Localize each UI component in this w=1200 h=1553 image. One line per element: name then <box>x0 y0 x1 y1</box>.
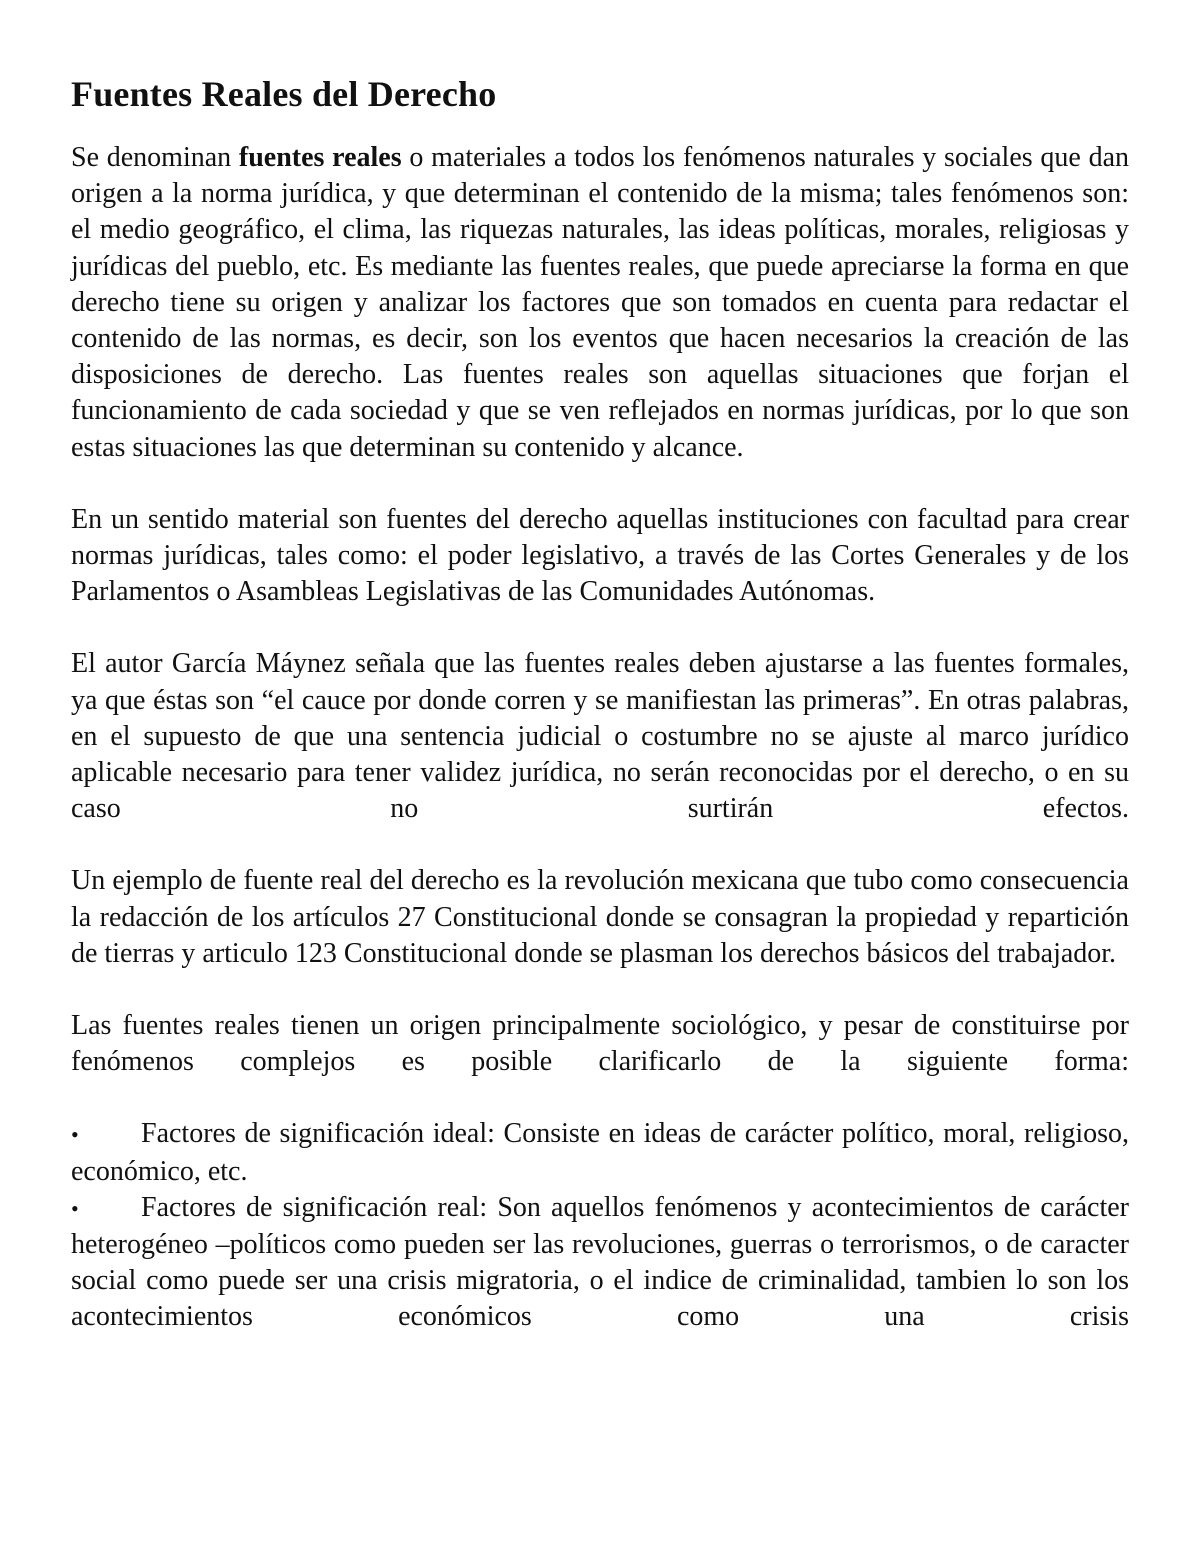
paragraph-definition-rest: o materiales a todos los fenómenos naturales y sociales que dan origen a la norma jurídica, y que determinan el contenido de la misma; tales fenómenos son: el medio geográfico, el clima, las riquezas naturales, las ideas políticas, morales, religiosas y jurídicas del pueblo, etc. Es mediante las fuentes reales, que puede apreciarse la forma en que derecho tiene su origen y analizar los factores que son tomados en cuenta para redactar el contenido de las normas, es decir, son los eventos que hacen necesarios la creación de las disposiciones de derecho. Las fuentes reales son aquellas situaciones que forjan el funcionamiento de cada sociedad y que se ven reflejados en normas jurídicas, por lo que son estas situaciones las que determinan su contenido y alcance. <box>71 142 1129 463</box>
factors-list <box>71 1116 1129 1335</box>
list-item <box>71 1116 1129 1189</box>
paragraph-material-sense: En un sentido material son fuentes del derecho aquellas instituciones con facultad para crear normas jurídicas, tales como: el poder legislativo, a través de las Cortes Generales y de los Parlamentos o Asambleas Legislativas de las Comunidades Autónomas. <box>71 503 1129 608</box>
paragraph-definition <box>71 140 1129 466</box>
paragraph-definition-lead: Se denominan <box>71 142 239 173</box>
bullet-icon: • <box>71 1122 79 1148</box>
bold-term: fuentes reales <box>238 142 402 173</box>
document-page <box>71 72 1129 1336</box>
paragraph-example: Un ejemplo de fuente real del derecho es la revolución mexicana que tubo como consecuencia la redacción de los artículos 27 Constitucional donde se consagran la propiedad y repartición de tierras y articulo 123 Constitucional donde se plasman los derechos básicos del trabajador. <box>71 865 1129 969</box>
document-title: Fuentes Reales del Derecho <box>71 74 497 114</box>
paragraph-sociological-origin: Las fuentes reales tienen un origen principalmente sociológico, y pesar de constituirse por fenómenos complejos es posible clarificarlo de la siguiente forma: <box>71 1010 1129 1078</box>
paragraph-garcia-maynez: El autor García Máynez señala que las fuentes reales deben ajustarse a las fuentes formales, ya que éstas son “el cauce por donde corren y se manifiestan las primeras”. En otras palabras, en el supuesto de que una sentencia judicial o costumbre no se ajuste al marco jurídico aplicable necesario para tener validez jurídica, no serán reconocidas por el derecho, o en su caso no surtirán efectos. <box>71 648 1129 825</box>
list-item-text: Factores de significación real: Son aquellos fenómenos y acontecimientos de carácter heterogéneo –políticos como pueden ser las revoluciones, guerras o terrorismos, o de caracter social como puede ser una crisis migratoria, o el indice de criminalidad, tambien lo son los acontecimientos económicos como una crisis <box>71 1191 1129 1333</box>
list-item-text: Factores de significación ideal: Consiste en ideas de carácter político, moral, religioso, económico, etc. <box>71 1118 1129 1187</box>
list-item <box>71 1190 1129 1336</box>
bullet-icon: • <box>71 1195 79 1221</box>
